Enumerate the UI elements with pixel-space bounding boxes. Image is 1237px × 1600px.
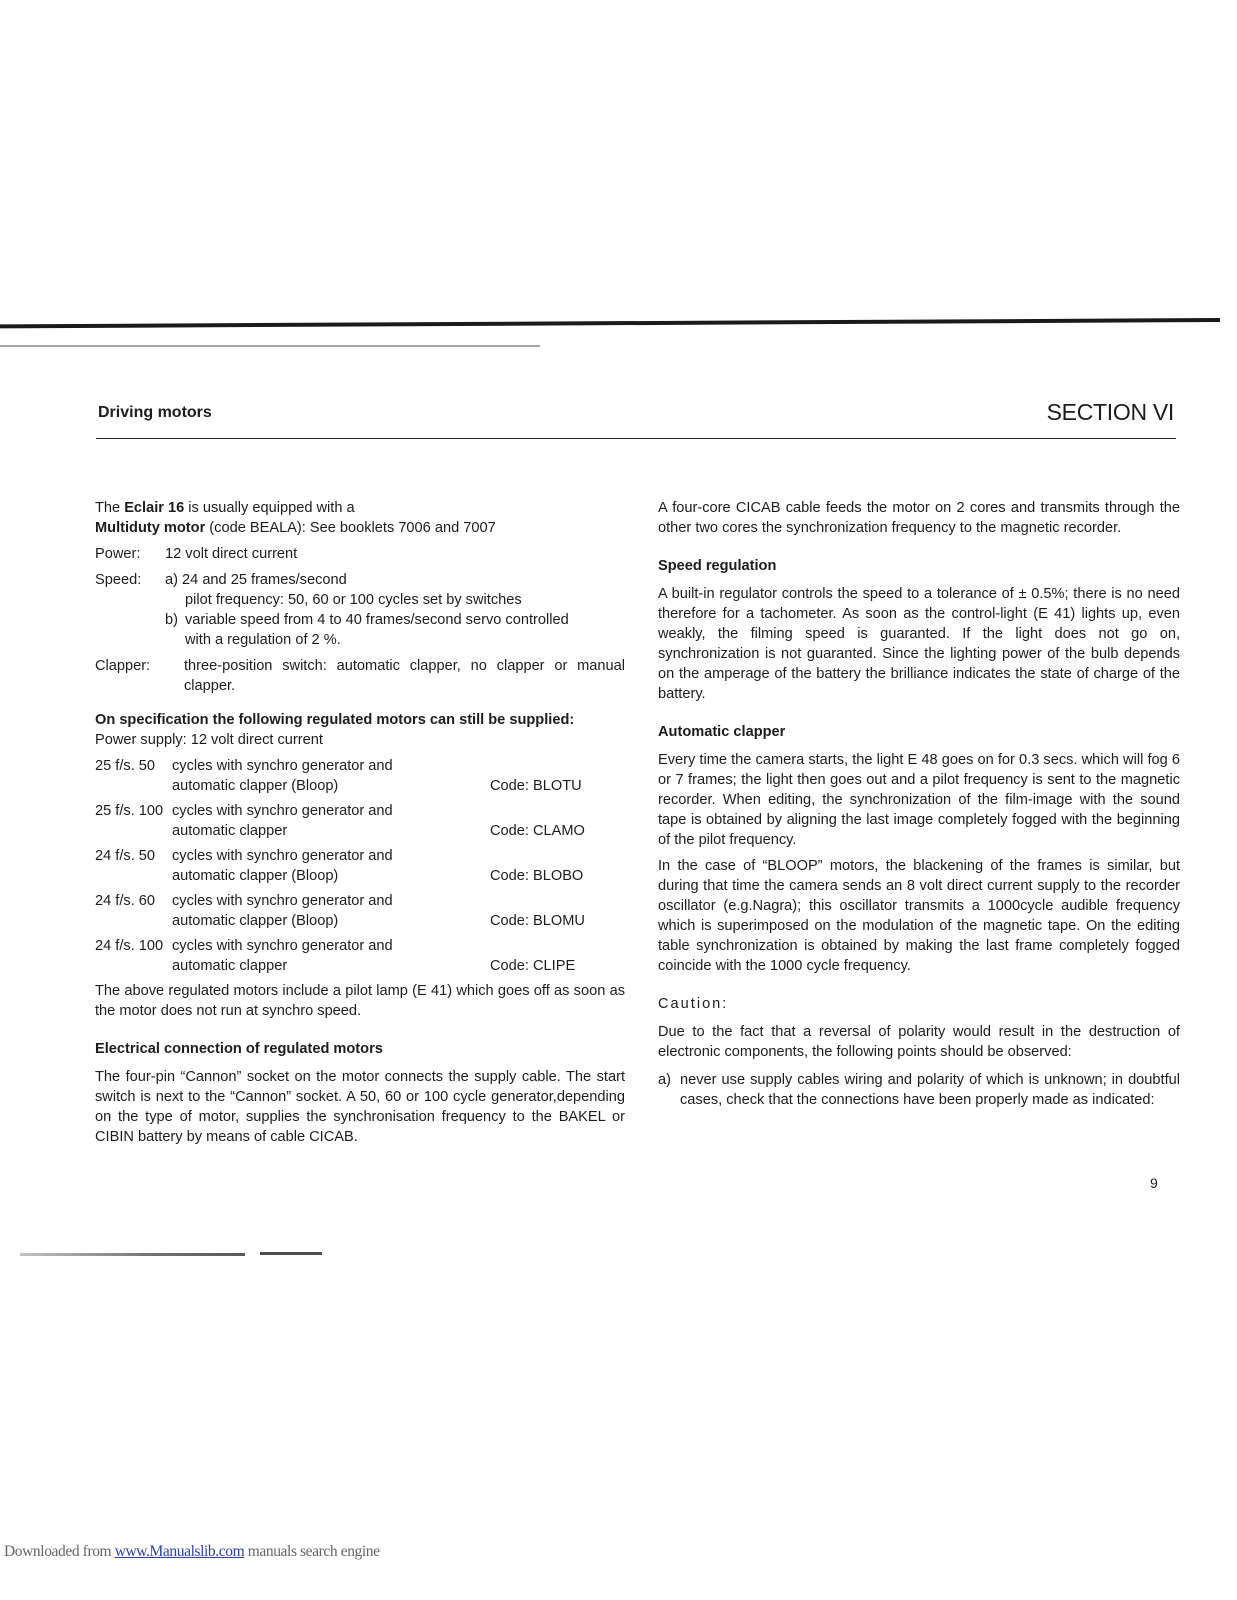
elec-text: The four-pin “Cannon” socket on the motor connects the supply cable. The start switch is next to the “Cannon” socket. A 50, 60 or 100 cycle generator,depending on the type of motor, supplies the synchronisation frequency to the BAKEL or CIBIN battery by means of cable CICAB. (95, 1069, 625, 1145)
automatic-clapper-heading: Automatic clapper (658, 724, 786, 740)
section-title: Driving motors (98, 404, 212, 421)
speed-b-detail: with a regulation of 2 %. (185, 632, 341, 648)
motor-entry: 24 f/s. 60 cycles with synchro generator and automatic clapper (Bloop) Code: BLOMU (95, 891, 625, 931)
motor-code: Code: BLOMU (490, 913, 585, 929)
automatic-clapper-text-1: Every time the camera starts, the light E 48 goes on for 0.3 secs. which will fog 6 or 7 frames; the light then goes out and a pilot frequency is sent to the magnetic recorder. When editing, the synchronization of the film-image with the sound tape is obtained by aligning the last image completely fogged with the beginning of the pilot frequency. (658, 752, 1180, 848)
motor-code: Code: BLOTU (490, 778, 582, 794)
clapper-label: Clapper: (95, 658, 151, 674)
cable-text: A four-core CICAB cable feeds the motor on 2 cores and transmits through the other two cores the synchronization frequency to the magnetic recorder. (658, 500, 1180, 536)
clapper-value: three-position switch: automatic clapper, no clapper or manual clapper. (184, 658, 625, 694)
speed-regulation-text: A built-in regulator controls the speed to a tolerance of ± 0.5%; there is no need therefore for a tachometer. As soon as the control-light (E 41) lights up, even weakly, the filming speed is guaranted. If the light does not go on, synchronization is not guaranted. Since the lighting power of the bulb depends on the amperage of the battery the brilliance indicates the state of charge of the battery. (658, 586, 1180, 702)
motor-code: Code: CLIPE (490, 958, 576, 974)
speed-a: a) 24 and 25 frames/second (165, 572, 347, 588)
automatic-clapper-text-2: In the case of “BLOOP” motors, the blackening of the frames is similar, but during that time the camera sends an 8 volt direct current supply to the recorder oscillator (e.g.Nagra); this oscillator transmits a 1000cycle audible frequency which is superimposed on the modulation of the magnetic tape. On the editing table synchronization is obtained by making the last frame completely fogged coincide with the 1000 cycle frequency. (658, 858, 1180, 974)
motor-entry: 25 f/s. 50 cycles with synchro generator and automatic clapper (Bloop) Code: BLOTU (95, 756, 625, 796)
speed-label: Speed: (95, 572, 142, 588)
speed-regulation-heading: Speed regulation (658, 558, 777, 574)
intro-line-1: The Eclair 16 is usually equipped with a (95, 500, 355, 516)
section-number: SECTION VI (1046, 399, 1174, 425)
power-supply: Power supply: 12 volt direct current (95, 732, 323, 748)
manualslib-link[interactable]: www.Manualslib.com (114, 1543, 245, 1560)
top-rule (0, 318, 1220, 328)
motor-entry: 24 f/s. 50 cycles with synchro generator and automatic clapper (Bloop) Code: BLOBO (95, 846, 625, 886)
speed-a-detail: pilot frequency: 50, 60 or 100 cycles set by switches (185, 592, 522, 608)
download-footer: Downloaded from www.Manualslib.com manuals search engine (4, 1543, 380, 1560)
regulated-note: The above regulated motors include a pilot lamp (E 41) which goes off as soon as the motor does not run at synchro speed. (95, 983, 625, 1019)
motor-entry: 25 f/s. 100 cycles with synchro generator and automatic clapper Code: CLAMO (95, 801, 625, 841)
caution-heading: Caution: (658, 996, 729, 1012)
speed-b: b) variable speed from 4 to 40 frames/second servo controlled (165, 612, 569, 628)
motor-code: Code: CLAMO (490, 823, 585, 839)
motor-code: Code: BLOBO (490, 868, 584, 884)
caution-point-a: a) never use supply cables wiring and polarity of which is unknown; in doubtful cases, check that the connections have been properly made as indicated: (658, 1072, 1180, 1108)
caution-text: Due to the fact that a reversal of polarity would result in the destruction of electronic components, the following points should be observed: (658, 1024, 1180, 1060)
power-label: Power: (95, 546, 141, 562)
clapper-spec (95, 656, 625, 696)
top-rule-shadow (0, 345, 540, 347)
elec-heading: Electrical connection of regulated motors (95, 1041, 383, 1057)
right-column (658, 498, 1180, 1110)
scan-artifact (260, 1252, 322, 1255)
scan-artifact (20, 1253, 245, 1256)
header-rule (96, 438, 1176, 439)
left-column (95, 498, 625, 1147)
power-spec (95, 544, 625, 564)
speed-spec (95, 570, 625, 650)
power-value: 12 volt direct current (165, 546, 298, 562)
intro-line-2: Multiduty motor (code BEALA): See booklets 7006 and 7007 (95, 520, 496, 536)
page-number: 9 (1150, 1175, 1158, 1191)
spec-heading: On specification the following regulated motors can still be supplied: (95, 712, 575, 728)
motor-entry: 24 f/s. 100 cycles with synchro generator and automatic clapper Code: CLIPE (95, 936, 625, 976)
